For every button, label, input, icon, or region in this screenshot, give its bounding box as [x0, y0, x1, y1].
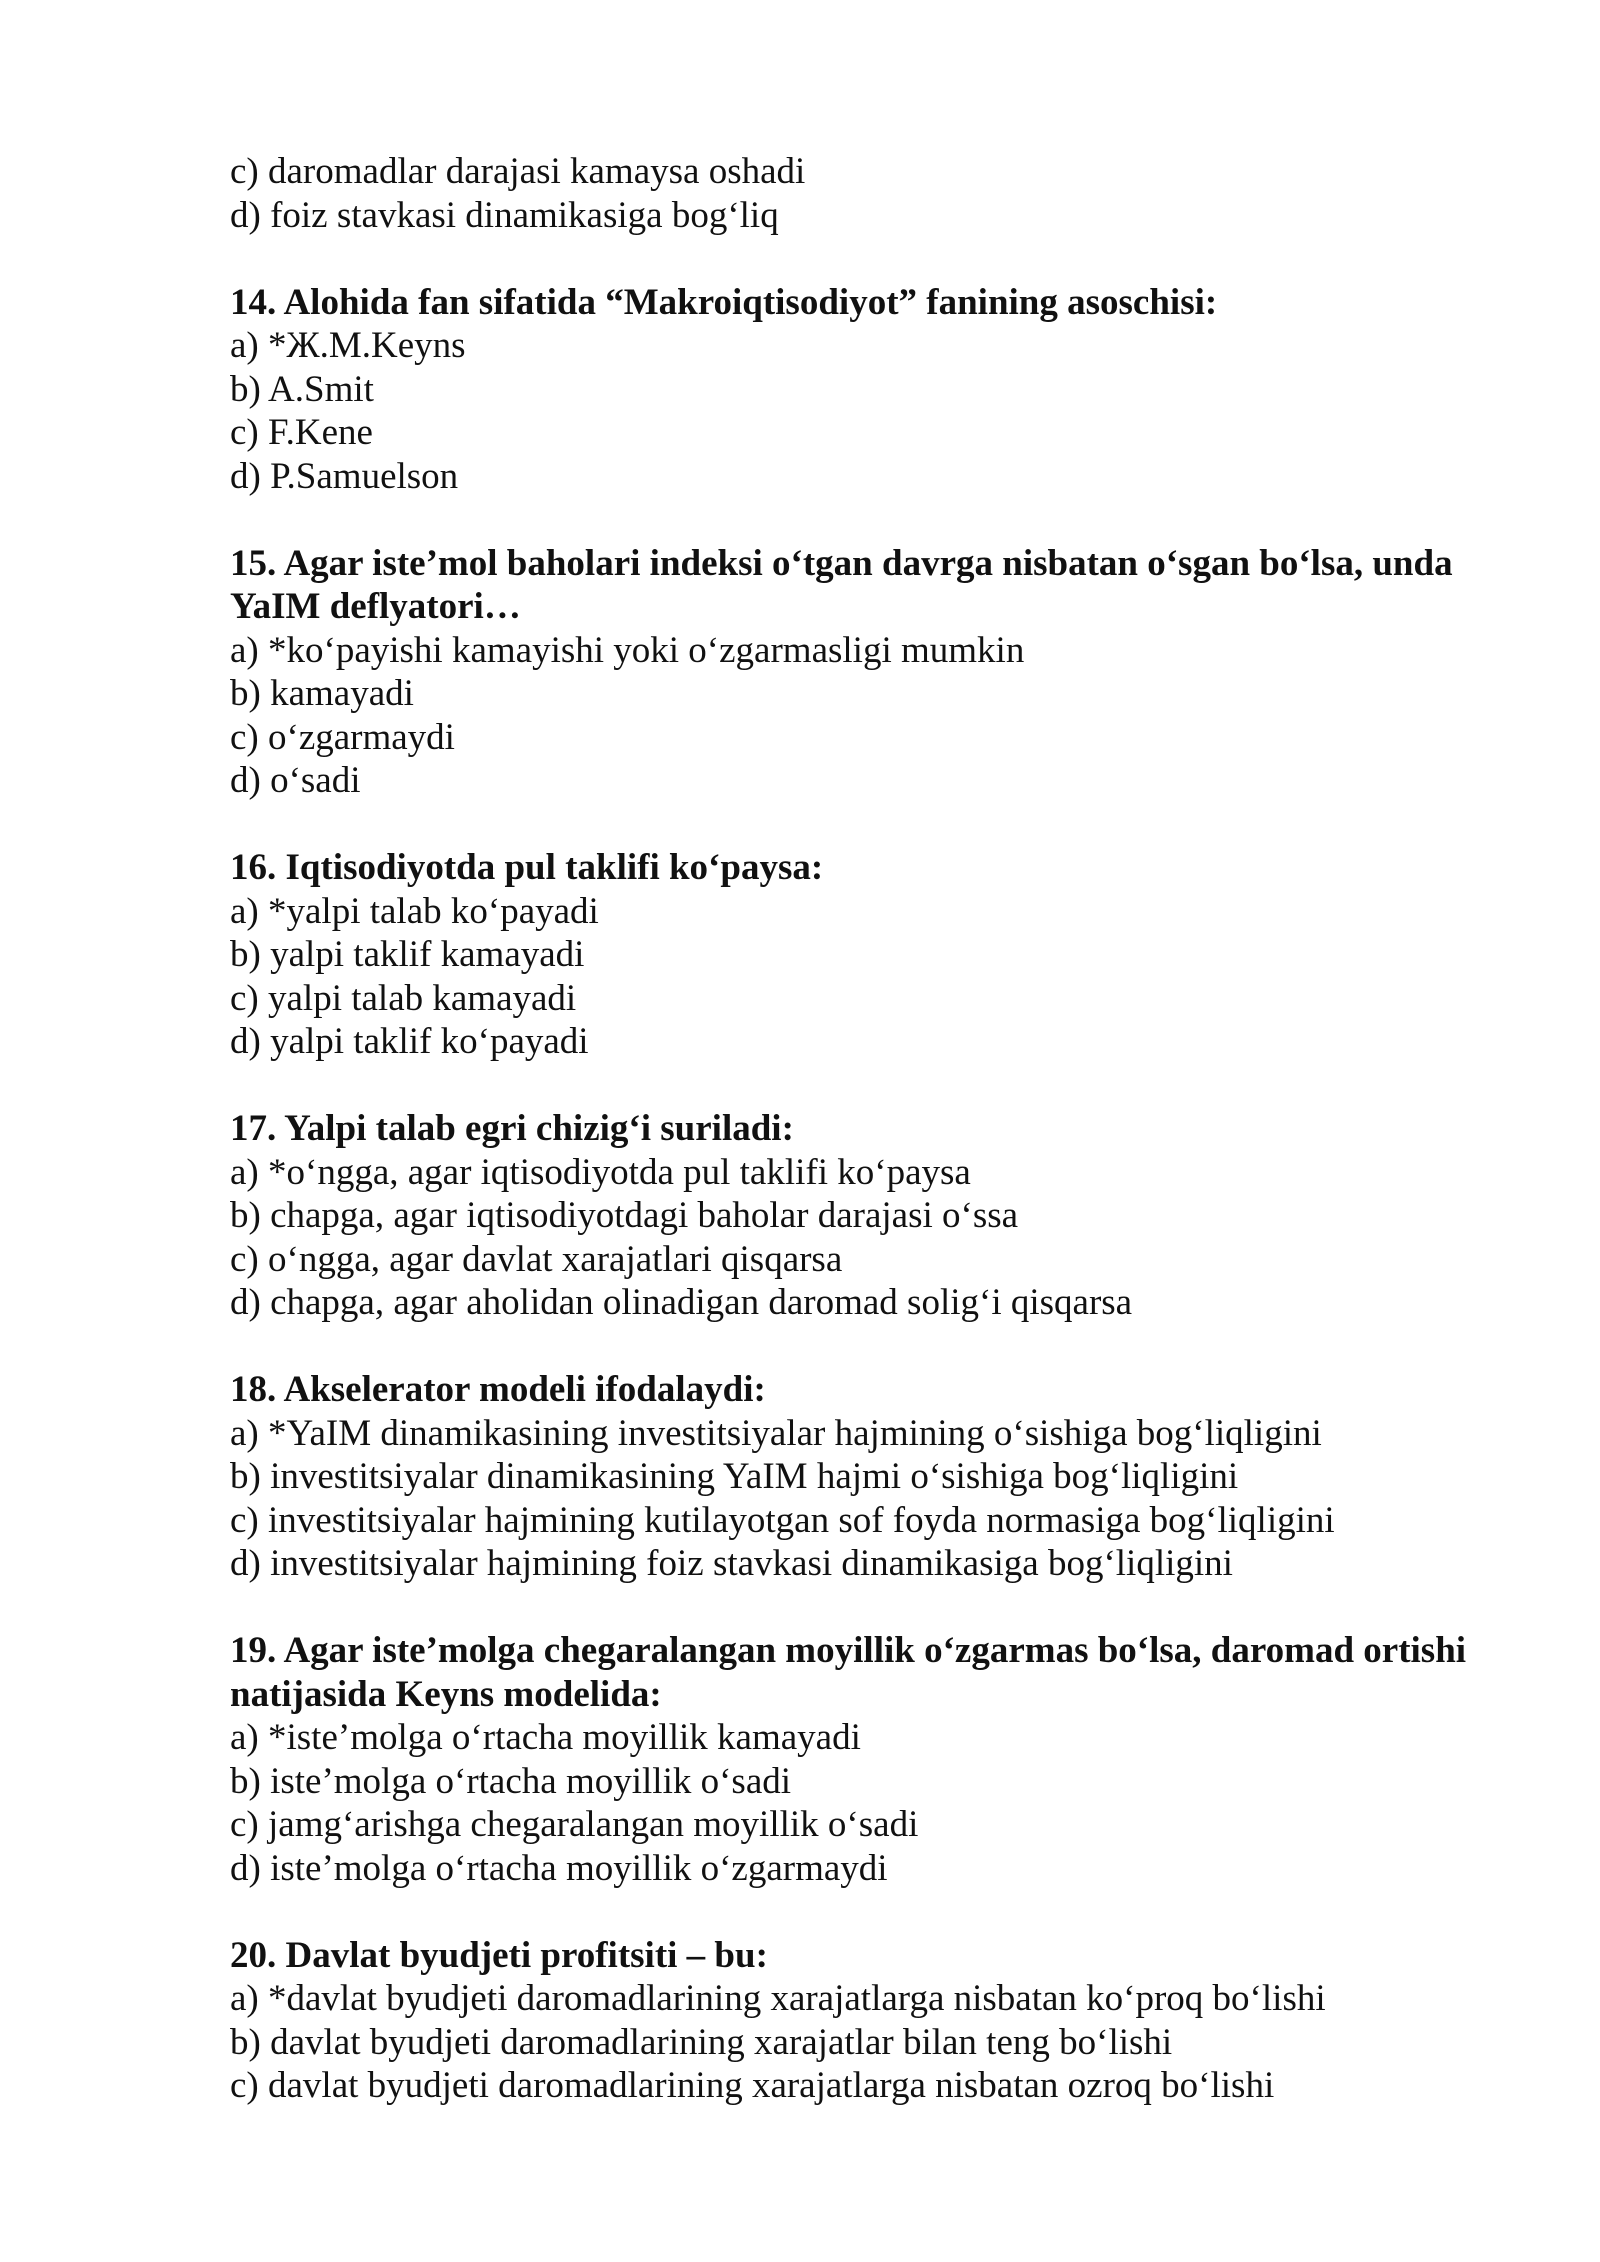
answer-option: c) F.Kene	[230, 412, 373, 453]
question-20	[230, 1934, 1530, 2108]
answer-option: c) daromadlar darajasi kamaysa oshadi	[230, 151, 806, 192]
question-title: 19. Agar iste’molga chegaralangan moyillik o‘zgarmas bo‘lsa, daromad ortishi	[230, 1630, 1467, 1671]
answer-option: c) jamg‘arishga chegaralangan moyillik o‘sadi	[230, 1804, 919, 1845]
answer-option: b) chapga, agar iqtisodiyotdagi baholar darajasi o‘ssa	[230, 1195, 1019, 1236]
answer-option: d) yalpi taklif ko‘payadi	[230, 1021, 589, 1062]
question-15	[230, 542, 1530, 803]
answer-option: b) investitsiyalar dinamikasining YaIM hajmi o‘sishiga bog‘liqligini	[230, 1456, 1239, 1497]
answer-option: b) iste’molga o‘rtacha moyillik o‘sadi	[230, 1760, 792, 1802]
answer-option: a) *o‘ngga, agar iqtisodiyotda pul taklifi ko‘paysa	[230, 1151, 971, 1193]
question-17	[230, 1107, 1530, 1325]
answer-option: a) *iste’molga o‘rtacha moyillik kamayadi	[230, 1717, 861, 1758]
answer-option: a) *yalpi talab ko‘payadi	[230, 890, 599, 932]
answer-option: c) o‘ngga, agar davlat xarajatlari qisqarsa	[230, 1238, 843, 1280]
question-16	[230, 846, 1530, 1064]
answer-option: b) davlat byudjeti daromadlarining xarajatlar bilan teng bo‘lishi	[230, 2021, 1173, 2063]
question-title: 20. Davlat byudjeti profitsiti – bu:	[230, 1934, 768, 1976]
answer-option: b) yalpi taklif kamayadi	[230, 934, 585, 975]
question-title: 15. Agar iste’mol baholari indeksi o‘tgan davrga nisbatan o‘sgan bo‘lsa, unda	[230, 542, 1453, 584]
question-title: natijasida Keyns modelida:	[230, 1673, 662, 1715]
answer-option: c) yalpi talab kamayadi	[230, 977, 577, 1019]
answer-option: a) *YaIM dinamikasining investitsiyalar hajmining o‘sishiga bog‘liqligini	[230, 1412, 1322, 1454]
question-14	[230, 281, 1530, 499]
answer-option: d) o‘sadi	[230, 760, 361, 801]
answer-option: a) *Ж.М.Keyns	[230, 325, 466, 366]
answer-option: d) chapga, agar aholidan olinadigan daromad solig‘i qisqarsa	[230, 1282, 1133, 1323]
answer-option: d) investitsiyalar hajmining foiz stavkasi dinamikasiga bog‘liqligini	[230, 1543, 1233, 1584]
question-19	[230, 1629, 1530, 1890]
answer-option: c) investitsiyalar hajmining kutilayotgan sof foyda normasiga bog‘liqligini	[230, 1499, 1335, 1541]
question-title: 17. Yalpi talab egri chizig‘i suriladi:	[230, 1108, 794, 1149]
question-13-continuation	[230, 150, 1530, 237]
question-title: YaIM deflyatori…	[230, 586, 521, 627]
answer-option: d) P.Samuelson	[230, 455, 459, 497]
answer-option: a) *ko‘payishi kamayishi yoki o‘zgarmasligi mumkin	[230, 629, 1025, 671]
answer-option: d) iste’molga o‘rtacha moyillik o‘zgarmaydi	[230, 1847, 888, 1889]
answer-option: b) A.Smit	[230, 368, 374, 410]
answer-option: b) kamayadi	[230, 673, 414, 714]
answer-option: c) o‘zgarmaydi	[230, 716, 455, 758]
answer-option: a) *davlat byudjeti daromadlarining xarajatlarga nisbatan ko‘proq bo‘lishi	[230, 1978, 1326, 2019]
question-title: 16. Iqtisodiyotda pul taklifi ko‘paysa:	[230, 847, 824, 888]
document-page	[230, 150, 1530, 2108]
question-title: 14. Alohida fan sifatida “Makroiqtisodiyot” fanining asoschisi:	[230, 281, 1218, 323]
answer-option: c) davlat byudjeti daromadlarining xarajatlarga nisbatan ozroq bo‘lishi	[230, 2065, 1275, 2106]
question-title: 18. Akselerator modeli ifodalaydi:	[230, 1369, 766, 1410]
answer-option: d) foiz stavkasi dinamikasiga bog‘liq	[230, 194, 779, 236]
question-18	[230, 1368, 1530, 1586]
